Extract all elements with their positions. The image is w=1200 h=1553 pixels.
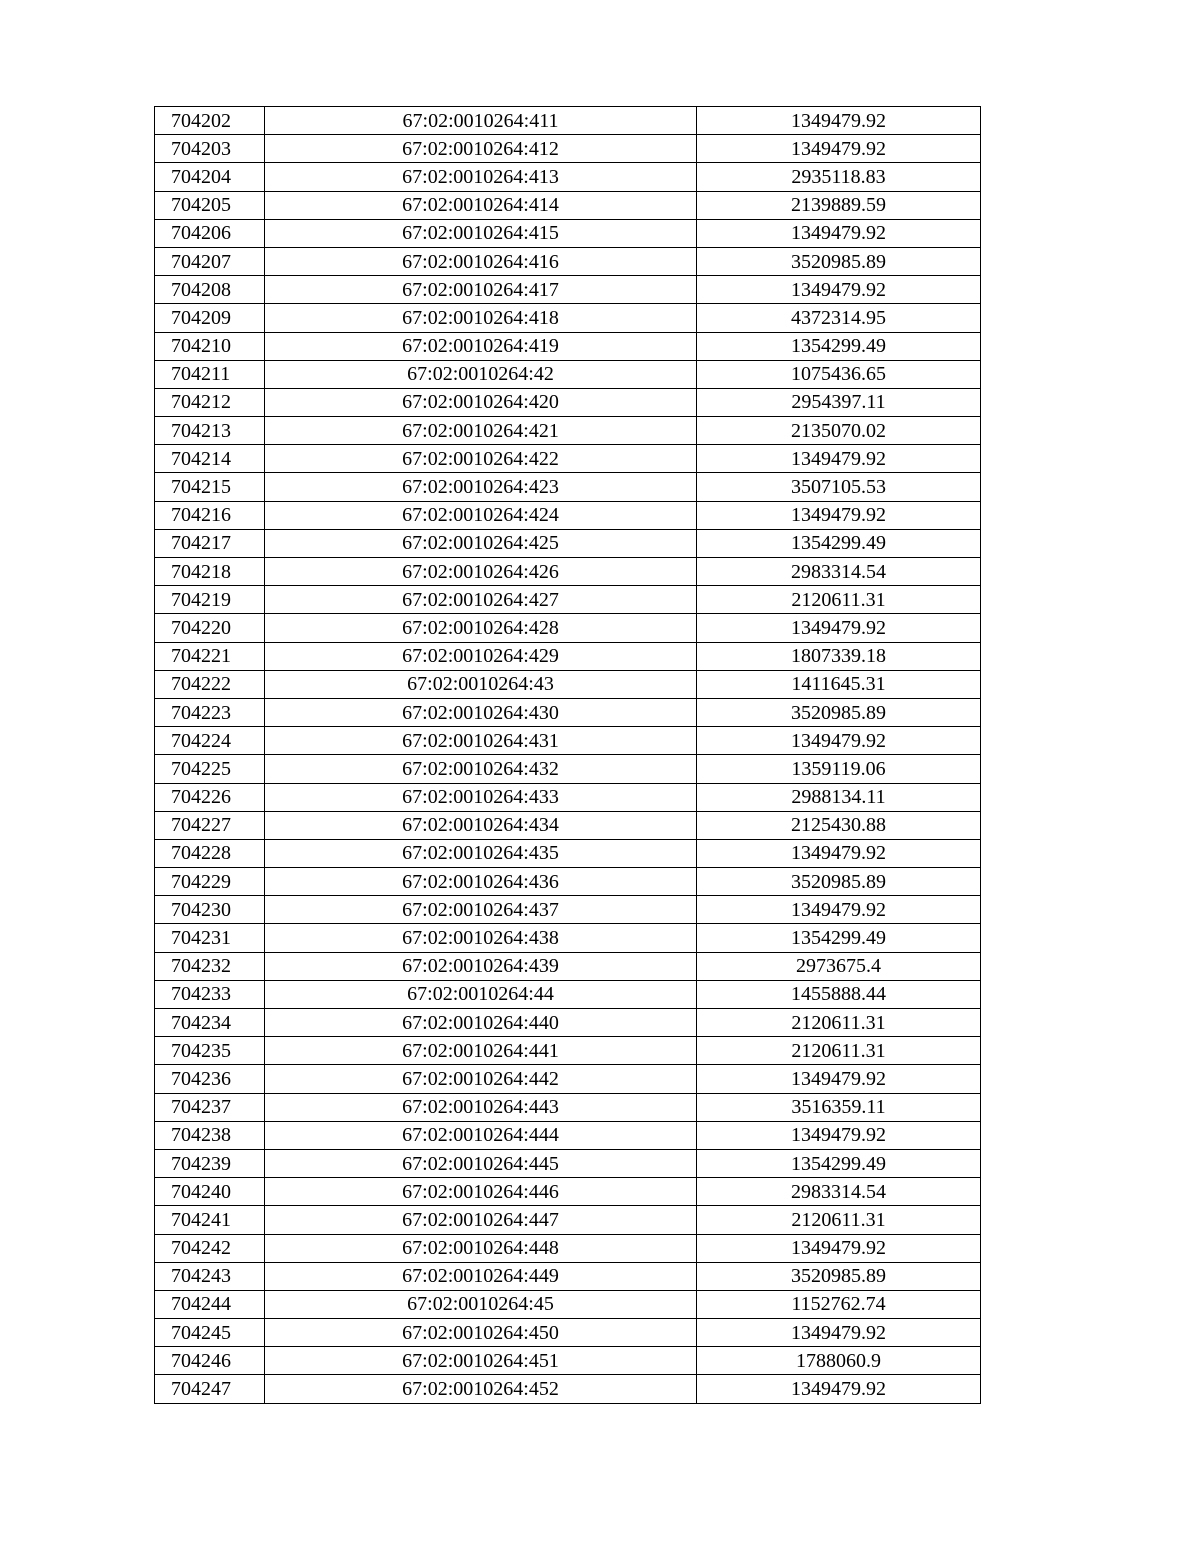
data-table (154, 106, 981, 1404)
value-cell: 3520985.89 (697, 1262, 981, 1290)
value-cell: 1152762.74 (697, 1290, 981, 1318)
table-row (155, 1347, 981, 1375)
table-row (155, 1121, 981, 1149)
cadastral-number-cell: 67:02:0010264:419 (265, 332, 697, 360)
cadastral-number-cell: 67:02:0010264:413 (265, 163, 697, 191)
cadastral-number-cell: 67:02:0010264:414 (265, 191, 697, 219)
cadastral-number-cell: 67:02:0010264:441 (265, 1037, 697, 1065)
table-row (155, 1037, 981, 1065)
value-cell: 1411645.31 (697, 670, 981, 698)
cadastral-number-cell: 67:02:0010264:446 (265, 1178, 697, 1206)
value-cell: 2139889.59 (697, 191, 981, 219)
table-row (155, 191, 981, 219)
value-cell: 2125430.88 (697, 811, 981, 839)
cadastral-number-cell: 67:02:0010264:452 (265, 1375, 697, 1403)
value-cell: 1349479.92 (697, 219, 981, 247)
value-cell: 1354299.49 (697, 924, 981, 952)
table-row (155, 276, 981, 304)
table-row (155, 839, 981, 867)
cadastral-number-cell: 67:02:0010264:431 (265, 727, 697, 755)
table-row (155, 980, 981, 1008)
row-number-cell: 704247 (155, 1375, 265, 1403)
cadastral-number-cell: 67:02:0010264:449 (265, 1262, 697, 1290)
cadastral-number-cell: 67:02:0010264:425 (265, 529, 697, 557)
value-cell: 1354299.49 (697, 1149, 981, 1177)
value-cell: 1349479.92 (697, 501, 981, 529)
row-number-cell: 704239 (155, 1149, 265, 1177)
table-row (155, 811, 981, 839)
value-cell: 1807339.18 (697, 642, 981, 670)
row-number-cell: 704236 (155, 1065, 265, 1093)
table-row (155, 360, 981, 388)
table-row (155, 445, 981, 473)
row-number-cell: 704217 (155, 529, 265, 557)
value-cell: 2120611.31 (697, 1009, 981, 1037)
value-cell: 1349479.92 (697, 896, 981, 924)
value-cell: 1349479.92 (697, 1065, 981, 1093)
value-cell: 1788060.9 (697, 1347, 981, 1375)
table-row (155, 924, 981, 952)
cadastral-number-cell: 67:02:0010264:45 (265, 1290, 697, 1318)
cadastral-number-cell: 67:02:0010264:426 (265, 558, 697, 586)
cadastral-number-cell: 67:02:0010264:445 (265, 1149, 697, 1177)
table-row (155, 727, 981, 755)
value-cell: 1354299.49 (697, 332, 981, 360)
cadastral-number-cell: 67:02:0010264:415 (265, 219, 697, 247)
cadastral-number-cell: 67:02:0010264:432 (265, 755, 697, 783)
table-row (155, 1206, 981, 1234)
value-cell: 4372314.95 (697, 304, 981, 332)
table-row (155, 586, 981, 614)
value-cell: 2983314.54 (697, 558, 981, 586)
table-row (155, 529, 981, 557)
table-row (155, 1149, 981, 1177)
row-number-cell: 704244 (155, 1290, 265, 1318)
table-body (155, 107, 981, 1404)
row-number-cell: 704206 (155, 219, 265, 247)
value-cell: 1349479.92 (697, 614, 981, 642)
row-number-cell: 704207 (155, 247, 265, 275)
table-row (155, 642, 981, 670)
table-row (155, 558, 981, 586)
value-cell: 1455888.44 (697, 980, 981, 1008)
value-cell: 1349479.92 (697, 1121, 981, 1149)
table-row (155, 1093, 981, 1121)
value-cell: 1354299.49 (697, 529, 981, 557)
cadastral-number-cell: 67:02:0010264:433 (265, 783, 697, 811)
table-row (155, 219, 981, 247)
value-cell: 3507105.53 (697, 473, 981, 501)
row-number-cell: 704233 (155, 980, 265, 1008)
row-number-cell: 704232 (155, 952, 265, 980)
row-number-cell: 704208 (155, 276, 265, 304)
row-number-cell: 704215 (155, 473, 265, 501)
value-cell: 1349479.92 (697, 1375, 981, 1403)
cadastral-number-cell: 67:02:0010264:416 (265, 247, 697, 275)
table-row (155, 107, 981, 135)
table-row (155, 868, 981, 896)
value-cell: 1349479.92 (697, 839, 981, 867)
table-row (155, 1234, 981, 1262)
row-number-cell: 704205 (155, 191, 265, 219)
cadastral-number-cell: 67:02:0010264:422 (265, 445, 697, 473)
row-number-cell: 704231 (155, 924, 265, 952)
row-number-cell: 704225 (155, 755, 265, 783)
table-row (155, 1319, 981, 1347)
cadastral-number-cell: 67:02:0010264:450 (265, 1319, 697, 1347)
cadastral-number-cell: 67:02:0010264:436 (265, 868, 697, 896)
value-cell: 3516359.11 (697, 1093, 981, 1121)
value-cell: 1359119.06 (697, 755, 981, 783)
row-number-cell: 704219 (155, 586, 265, 614)
row-number-cell: 704209 (155, 304, 265, 332)
cadastral-number-cell: 67:02:0010264:421 (265, 417, 697, 445)
cadastral-number-cell: 67:02:0010264:427 (265, 586, 697, 614)
value-cell: 2935118.83 (697, 163, 981, 191)
value-cell: 2973675.4 (697, 952, 981, 980)
value-cell: 2988134.11 (697, 783, 981, 811)
cadastral-number-cell: 67:02:0010264:444 (265, 1121, 697, 1149)
value-cell: 1349479.92 (697, 1319, 981, 1347)
row-number-cell: 704212 (155, 388, 265, 416)
value-cell: 2135070.02 (697, 417, 981, 445)
row-number-cell: 704246 (155, 1347, 265, 1375)
row-number-cell: 704211 (155, 360, 265, 388)
cadastral-number-cell: 67:02:0010264:440 (265, 1009, 697, 1037)
cadastral-number-cell: 67:02:0010264:42 (265, 360, 697, 388)
table-row (155, 952, 981, 980)
row-number-cell: 704216 (155, 501, 265, 529)
cadastral-number-cell: 67:02:0010264:434 (265, 811, 697, 839)
table-row (155, 1375, 981, 1403)
value-cell: 3520985.89 (697, 868, 981, 896)
row-number-cell: 704235 (155, 1037, 265, 1065)
row-number-cell: 704203 (155, 135, 265, 163)
row-number-cell: 704214 (155, 445, 265, 473)
cadastral-number-cell: 67:02:0010264:448 (265, 1234, 697, 1262)
cadastral-number-cell: 67:02:0010264:447 (265, 1206, 697, 1234)
value-cell: 1349479.92 (697, 445, 981, 473)
cadastral-number-cell: 67:02:0010264:423 (265, 473, 697, 501)
table-row (155, 473, 981, 501)
row-number-cell: 704223 (155, 698, 265, 726)
cadastral-number-cell: 67:02:0010264:439 (265, 952, 697, 980)
value-cell: 3520985.89 (697, 247, 981, 275)
cadastral-number-cell: 67:02:0010264:435 (265, 839, 697, 867)
table-row (155, 388, 981, 416)
cadastral-number-cell: 67:02:0010264:437 (265, 896, 697, 924)
row-number-cell: 704204 (155, 163, 265, 191)
cadastral-number-cell: 67:02:0010264:429 (265, 642, 697, 670)
row-number-cell: 704210 (155, 332, 265, 360)
table-row (155, 755, 981, 783)
row-number-cell: 704240 (155, 1178, 265, 1206)
value-cell: 1349479.92 (697, 107, 981, 135)
row-number-cell: 704228 (155, 839, 265, 867)
cadastral-number-cell: 67:02:0010264:442 (265, 1065, 697, 1093)
row-number-cell: 704241 (155, 1206, 265, 1234)
table-row (155, 1262, 981, 1290)
value-cell: 3520985.89 (697, 698, 981, 726)
table-row (155, 614, 981, 642)
row-number-cell: 704220 (155, 614, 265, 642)
cadastral-number-cell: 67:02:0010264:417 (265, 276, 697, 304)
table-row (155, 1009, 981, 1037)
row-number-cell: 704224 (155, 727, 265, 755)
value-cell: 1075436.65 (697, 360, 981, 388)
value-cell: 1349479.92 (697, 1234, 981, 1262)
row-number-cell: 704229 (155, 868, 265, 896)
table-row (155, 896, 981, 924)
cadastral-number-cell: 67:02:0010264:451 (265, 1347, 697, 1375)
cadastral-number-cell: 67:02:0010264:430 (265, 698, 697, 726)
row-number-cell: 704230 (155, 896, 265, 924)
row-number-cell: 704218 (155, 558, 265, 586)
cadastral-number-cell: 67:02:0010264:438 (265, 924, 697, 952)
row-number-cell: 704245 (155, 1319, 265, 1347)
table-row (155, 1178, 981, 1206)
cadastral-number-cell: 67:02:0010264:412 (265, 135, 697, 163)
table-row (155, 417, 981, 445)
table-row (155, 247, 981, 275)
row-number-cell: 704234 (155, 1009, 265, 1037)
cadastral-number-cell: 67:02:0010264:443 (265, 1093, 697, 1121)
row-number-cell: 704227 (155, 811, 265, 839)
value-cell: 1349479.92 (697, 727, 981, 755)
row-number-cell: 704222 (155, 670, 265, 698)
cadastral-number-cell: 67:02:0010264:428 (265, 614, 697, 642)
value-cell: 2983314.54 (697, 1178, 981, 1206)
row-number-cell: 704243 (155, 1262, 265, 1290)
row-number-cell: 704226 (155, 783, 265, 811)
table-row (155, 135, 981, 163)
cadastral-number-cell: 67:02:0010264:418 (265, 304, 697, 332)
row-number-cell: 704242 (155, 1234, 265, 1262)
row-number-cell: 704213 (155, 417, 265, 445)
cadastral-number-cell: 67:02:0010264:43 (265, 670, 697, 698)
table-row (155, 670, 981, 698)
value-cell: 2120611.31 (697, 1206, 981, 1234)
row-number-cell: 704221 (155, 642, 265, 670)
table-row (155, 1065, 981, 1093)
table-row (155, 501, 981, 529)
value-cell: 2120611.31 (697, 586, 981, 614)
table-row (155, 304, 981, 332)
table-row (155, 1290, 981, 1318)
row-number-cell: 704238 (155, 1121, 265, 1149)
value-cell: 1349479.92 (697, 276, 981, 304)
table-row (155, 163, 981, 191)
cadastral-number-cell: 67:02:0010264:411 (265, 107, 697, 135)
cadastral-number-cell: 67:02:0010264:424 (265, 501, 697, 529)
row-number-cell: 704237 (155, 1093, 265, 1121)
table-row (155, 783, 981, 811)
value-cell: 2954397.11 (697, 388, 981, 416)
value-cell: 2120611.31 (697, 1037, 981, 1065)
cadastral-number-cell: 67:02:0010264:44 (265, 980, 697, 1008)
table-row (155, 332, 981, 360)
cadastral-number-cell: 67:02:0010264:420 (265, 388, 697, 416)
table-row (155, 698, 981, 726)
value-cell: 1349479.92 (697, 135, 981, 163)
row-number-cell: 704202 (155, 107, 265, 135)
